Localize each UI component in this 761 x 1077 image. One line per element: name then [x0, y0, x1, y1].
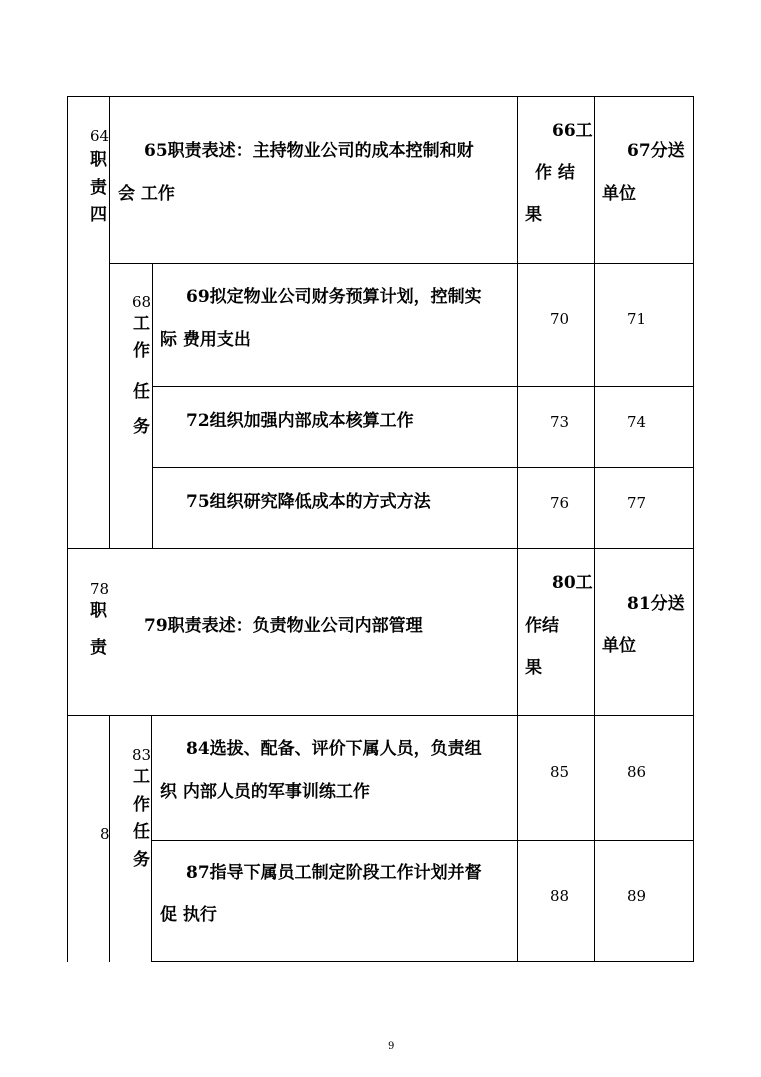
task-label-char: 任 [133, 822, 150, 842]
duty-five-label-char: 职 [90, 601, 107, 621]
task-label-char: 作 [133, 795, 150, 815]
duty-four-label-char: 职 [90, 150, 107, 170]
description-line: 会 工作 [118, 184, 175, 204]
task-result: 88 [550, 887, 570, 905]
task-label-char: 任 [133, 382, 150, 402]
task-recipient: 89 [627, 887, 647, 905]
description-line: 65职责表述：主持物业公司的成本控制和财 [144, 141, 474, 161]
recipient-header-line: 81分送 [627, 594, 685, 614]
result-header-line: 66工 [552, 121, 593, 141]
duty-four-label-char: 四 [90, 205, 107, 225]
duty-six-label-num: 8 [100, 825, 110, 843]
task-label-char: 工 [133, 314, 150, 334]
task-text-line: 72组织加强内部成本核算工作 [186, 411, 414, 431]
recipient-header-line: 单位 [602, 636, 636, 656]
task-label-num: 83 [132, 746, 152, 764]
task-recipient: 71 [627, 310, 647, 328]
result-header-line: 80工 [552, 573, 593, 593]
task-text-line: 75组织研究降低成本的方式方法 [186, 492, 431, 512]
recipient-header-line: 单位 [602, 184, 636, 204]
result-header-line: 作结 [525, 616, 559, 636]
task-recipient: 74 [627, 413, 647, 431]
task-text-line: 际 费用支出 [160, 330, 251, 350]
duty-four-label-num: 64 [90, 127, 110, 145]
duty-five-label-char: 责 [90, 638, 107, 658]
task-label-num: 68 [132, 293, 152, 311]
task-text-line: 87指导下属员工制定阶段工作计划并督 [186, 863, 482, 883]
task-recipient: 77 [627, 494, 647, 512]
task-text-line: 69拟定物业公司财务预算计划，控制实 [186, 287, 482, 307]
duty-five-label-num: 78 [90, 580, 110, 598]
task-text-line: 织 内部人员的军事训练工作 [160, 782, 370, 802]
task-label-char: 作 [133, 341, 150, 361]
duty-four-label-char: 责 [90, 178, 107, 198]
duty-five-description: 79职责表述：负责物业公司内部管理 [144, 616, 423, 636]
result-header-line: 作 结 [535, 163, 575, 183]
task-result: 76 [550, 494, 570, 512]
task-recipient: 86 [627, 763, 647, 781]
recipient-header-line: 67分送 [627, 141, 685, 161]
task-result: 73 [550, 413, 570, 431]
task-text-line: 84选拔、配备、评价下属人员，负责组 [186, 739, 482, 759]
task-label-char: 工 [133, 767, 150, 787]
page-number: 9 [388, 1041, 395, 1052]
result-header-line: 果 [525, 205, 542, 225]
result-header-line: 果 [525, 658, 542, 678]
task-label-char: 务 [133, 417, 150, 437]
task-result: 85 [550, 763, 570, 781]
task-result: 70 [550, 310, 570, 328]
task-label-char: 务 [133, 850, 150, 870]
task-text-line: 促 执行 [160, 905, 217, 925]
